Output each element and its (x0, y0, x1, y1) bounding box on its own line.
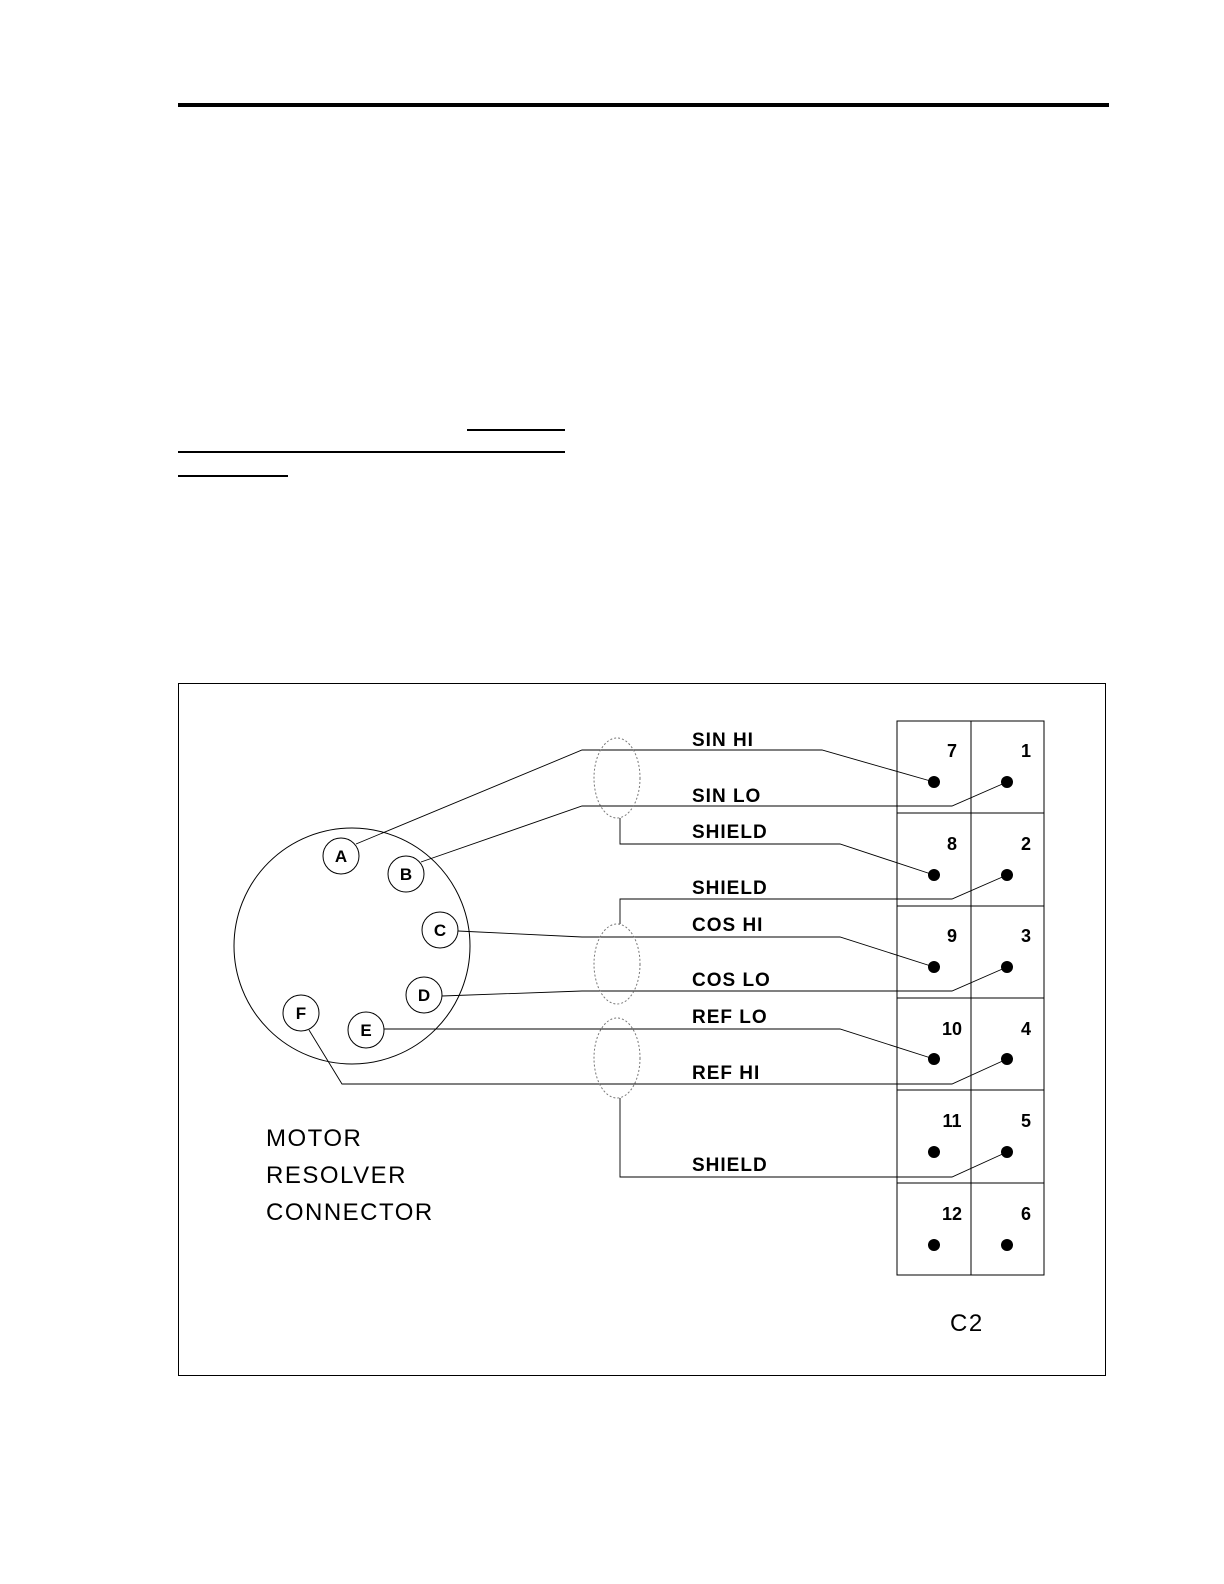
pin-f (283, 995, 319, 1031)
wire-cos-hi (458, 931, 934, 967)
terminal-8: 8 (946, 834, 958, 854)
pin-c-label: C (433, 921, 447, 940)
pin-b-label: B (399, 865, 413, 884)
terminal-dot-7 (928, 776, 940, 788)
label-ref-lo: REF LO (692, 1007, 768, 1028)
terminal-dot-12 (928, 1239, 940, 1251)
terminal-12: 12 (941, 1204, 963, 1224)
terminal-dot-9 (928, 961, 940, 973)
wire-shield-3 (620, 1098, 1007, 1177)
shield-oval-2 (594, 924, 640, 1004)
terminal-dot-10 (928, 1053, 940, 1065)
label-sin-lo: SIN LO (692, 786, 762, 807)
wire-sin-hi (356, 750, 934, 844)
label-cos-hi: COS HI (692, 915, 764, 936)
wire-shield-1 (620, 818, 934, 875)
terminal-dot-6 (1001, 1239, 1013, 1251)
shield-oval-3 (594, 1018, 640, 1098)
pin-e (348, 1012, 384, 1048)
terminal-9: 9 (946, 926, 958, 946)
label-shield-1: SHIELD (692, 822, 768, 843)
terminal-1: 1 (1020, 741, 1032, 761)
caption-line-2: RESOLVER (266, 1162, 407, 1189)
terminal-block (897, 721, 1044, 1275)
pin-b (388, 856, 424, 892)
terminal-7: 7 (946, 741, 958, 761)
terminal-10: 10 (941, 1019, 963, 1039)
terminal-2: 2 (1020, 834, 1032, 854)
terminal-dot-1 (1001, 776, 1013, 788)
pin-c (422, 912, 458, 948)
label-ref-hi: REF HI (692, 1063, 761, 1084)
caption-line-1: MOTOR (266, 1125, 363, 1152)
caption-line-3: CONNECTOR (266, 1199, 434, 1226)
pin-a-label: A (334, 847, 348, 866)
label-shield-2: SHIELD (692, 878, 768, 899)
terminal-dot-3 (1001, 961, 1013, 973)
label-cos-lo: COS LO (692, 970, 771, 991)
terminal-5: 5 (1020, 1111, 1032, 1131)
label-sin-hi: SIN HI (692, 730, 754, 751)
terminal-block-label: C2 (950, 1310, 984, 1337)
terminal-11: 11 (942, 1111, 962, 1131)
terminal-dot-8 (928, 869, 940, 881)
terminal-4: 4 (1020, 1019, 1032, 1039)
terminal-6: 6 (1020, 1204, 1032, 1224)
terminal-3: 3 (1020, 926, 1032, 946)
pin-e-label: E (360, 1021, 372, 1040)
wire-ref-hi (309, 1030, 1007, 1084)
terminal-dot-11 (928, 1146, 940, 1158)
wire-shield-2 (620, 875, 1007, 924)
wire-ref-lo (384, 1029, 934, 1059)
pin-f-label: F (295, 1004, 307, 1023)
terminal-dot-2 (1001, 869, 1013, 881)
pin-d-label: D (417, 986, 431, 1005)
terminal-dot-4 (1001, 1053, 1013, 1065)
pin-a (323, 838, 359, 874)
pin-d (406, 977, 442, 1013)
label-shield-3: SHIELD (692, 1155, 768, 1176)
terminal-dot-5 (1001, 1146, 1013, 1158)
